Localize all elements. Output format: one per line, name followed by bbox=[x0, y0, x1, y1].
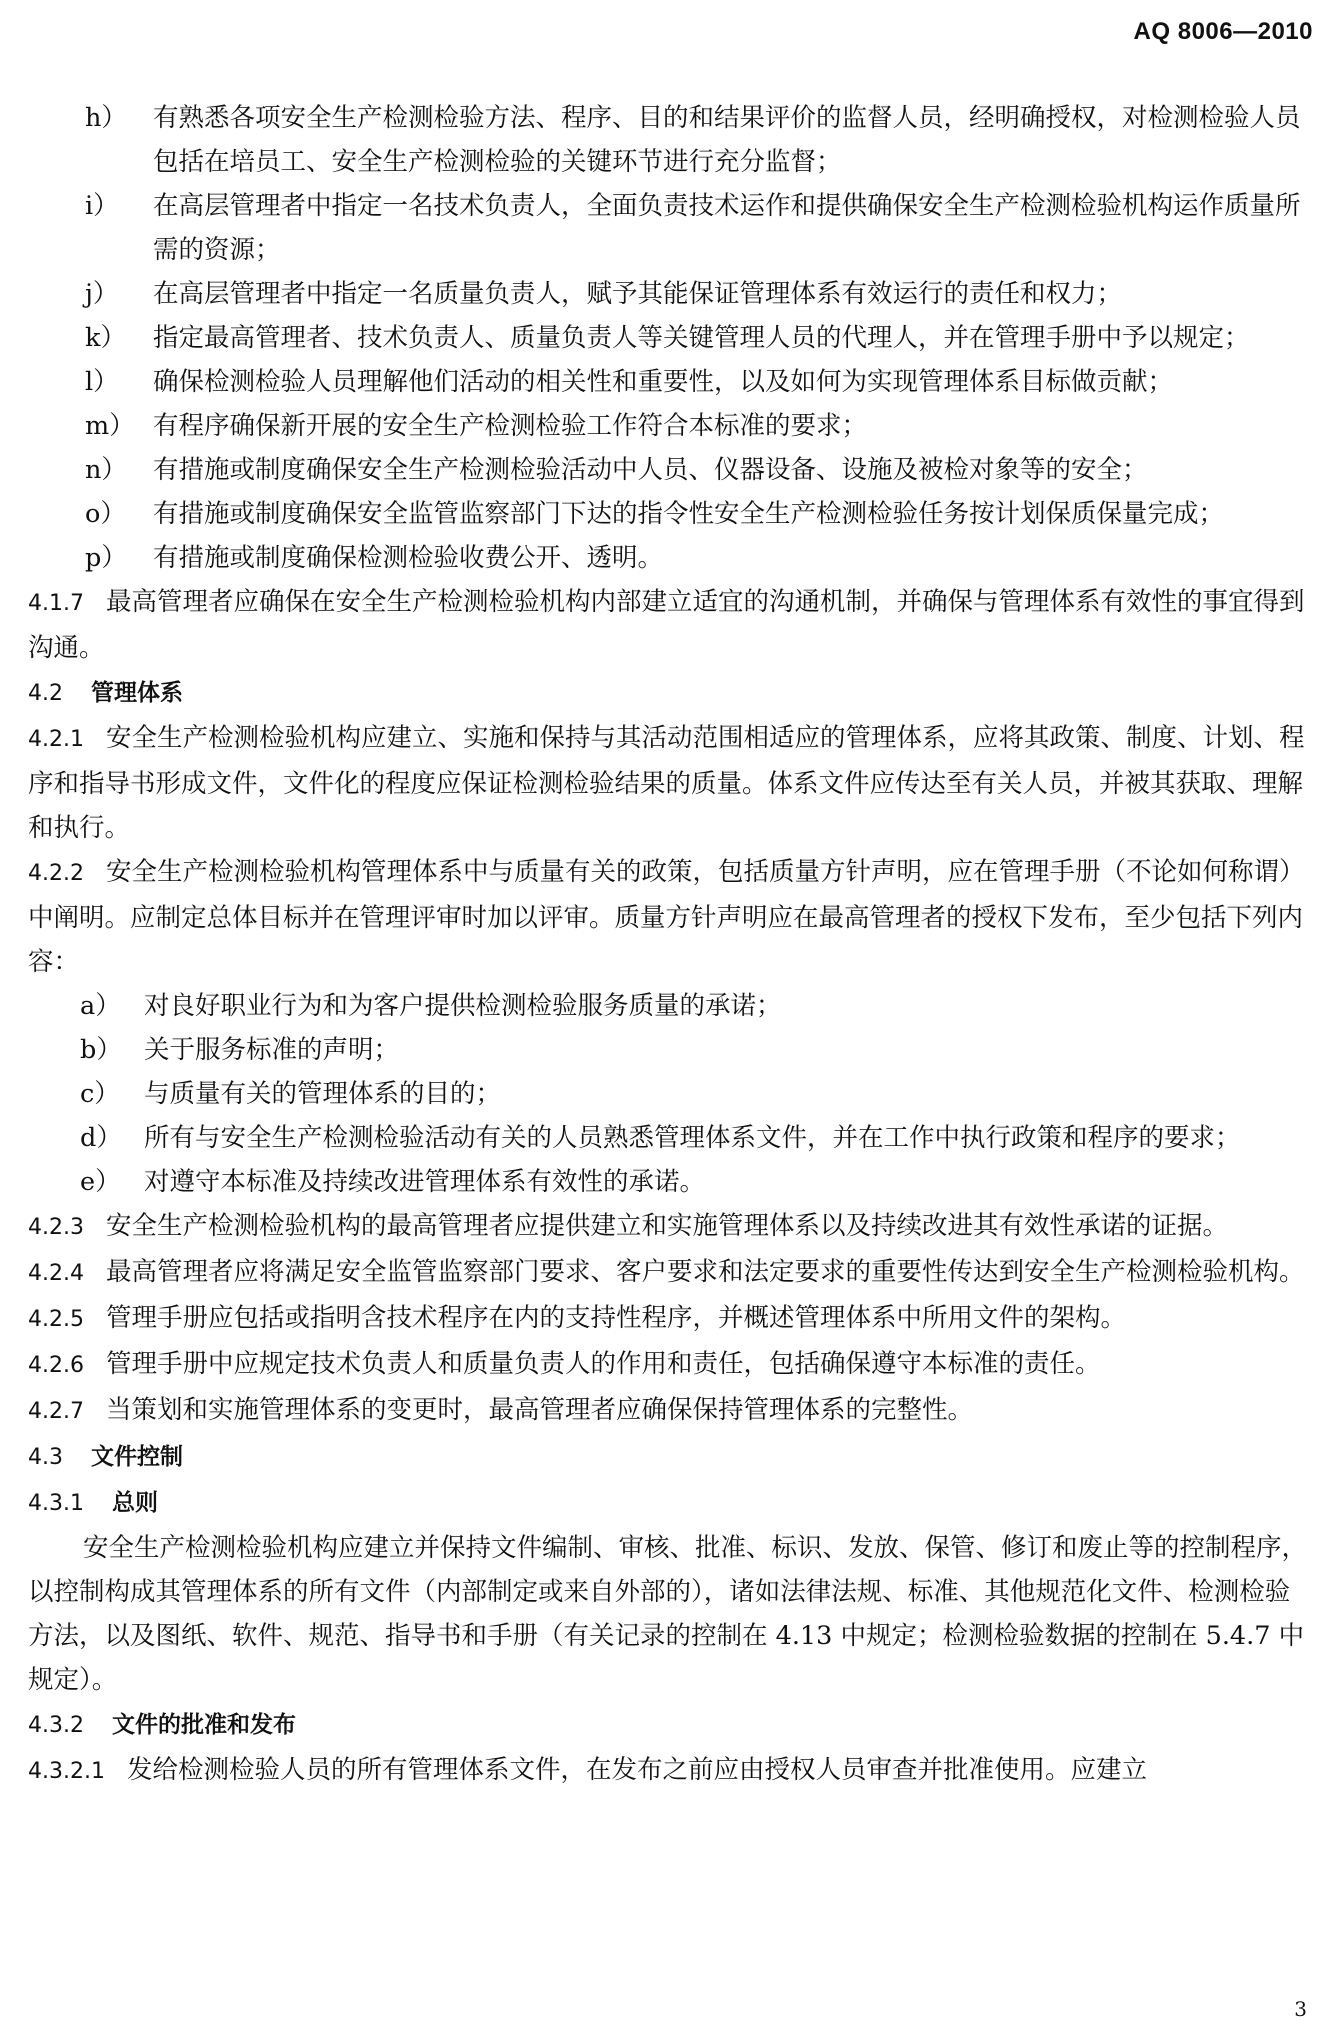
list-item bbox=[28, 448, 1312, 492]
list-item bbox=[28, 492, 1312, 536]
section-number: 4.2 bbox=[28, 681, 63, 706]
section-title: 管理体系 bbox=[91, 680, 183, 706]
clause-text: 最高管理者应确保在安全生产检测检验机构内部建立适宜的沟通机制，并确保与管理体系有效性的事宜得到沟通。 bbox=[28, 587, 1305, 663]
list-item bbox=[28, 536, 1312, 580]
list-item-text: 关于服务标准的声明； bbox=[144, 1035, 400, 1065]
section-heading-4-3 bbox=[28, 1434, 1312, 1480]
list-marker: i） bbox=[85, 191, 119, 221]
clause-number: 4.2.1 bbox=[28, 727, 84, 752]
list-item bbox=[28, 404, 1312, 448]
list-marker: b） bbox=[80, 1035, 122, 1065]
list-item-text: 在高层管理者中指定一名质量负责人，赋予其能保证管理体系有效运行的责任和权力； bbox=[153, 279, 1123, 309]
list-item-text: 有措施或制度确保安全生产检测检验活动中人员、仪器设备、设施及被检对象等的安全； bbox=[153, 455, 1148, 485]
list-item-text: 有熟悉各项安全生产检测检验方法、程序、目的和结果评价的监督人员，经明确授权，对检测检验人员包括在培员工、安全生产检测检验的关键环节进行充分监督； bbox=[153, 103, 1301, 177]
list-item-text: 在高层管理者中指定一名技术负责人，全面负责技术运作和提供确保安全生产检测检验机构运作质量所需的资源； bbox=[153, 191, 1301, 265]
list-marker: d） bbox=[80, 1123, 122, 1153]
section-heading-4-3-2 bbox=[28, 1702, 1312, 1748]
list-item bbox=[28, 96, 1312, 184]
list-marker: o） bbox=[85, 499, 126, 529]
list-item bbox=[28, 1072, 1312, 1116]
clause-text: 管理手册应包括或指明含技术程序在内的支持性程序，并概述管理体系中所用文件的架构。 bbox=[105, 1303, 1126, 1333]
list-item bbox=[28, 1116, 1312, 1160]
list-marker: l） bbox=[85, 367, 119, 397]
clause-4-2-1 bbox=[28, 716, 1312, 850]
list-marker: h） bbox=[85, 103, 127, 133]
list-item-text: 所有与安全生产检测检验活动有关的人员熟悉管理体系文件，并在工作中执行政策和程序的要求； bbox=[144, 1123, 1241, 1153]
clause-4-3-2-1 bbox=[28, 1748, 1312, 1794]
list-quality-policy bbox=[28, 984, 1312, 1204]
section-number: 4.3.2 bbox=[28, 1713, 84, 1738]
list-item-text: 有措施或制度确保安全监管监察部门下达的指令性安全生产检测检验任务按计划保质保量完成； bbox=[153, 499, 1225, 529]
list-item bbox=[28, 316, 1312, 360]
clause-number: 4.2.3 bbox=[28, 1215, 84, 1240]
section-title: 文件的批准和发布 bbox=[111, 1712, 296, 1738]
clause-number: 4.3.2.1 bbox=[28, 1759, 105, 1784]
section-title: 文件控制 bbox=[91, 1444, 183, 1470]
list-item-text: 与质量有关的管理体系的目的； bbox=[144, 1079, 502, 1109]
clause-4-2-6 bbox=[28, 1342, 1312, 1388]
clause-number: 4.1.7 bbox=[28, 591, 84, 616]
list-marker: j） bbox=[85, 279, 119, 309]
section-heading-4-3-1 bbox=[28, 1480, 1312, 1526]
list-item bbox=[28, 272, 1312, 316]
list-item-text: 有程序确保新开展的安全生产检测检验工作符合本标准的要求； bbox=[153, 411, 868, 441]
section-number: 4.3 bbox=[28, 1445, 63, 1470]
section-heading-4-2 bbox=[28, 670, 1312, 716]
clause-text: 当策划和实施管理体系的变更时，最高管理者应确保保持管理体系的完整性。 bbox=[105, 1395, 973, 1425]
section-number: 4.3.1 bbox=[28, 1491, 84, 1516]
list-item-text: 指定最高管理者、技术负责人、质量负责人等关键管理人员的代理人，并在管理手册中予以规定； bbox=[153, 323, 1250, 353]
list-marker: e） bbox=[80, 1167, 121, 1197]
clause-4-2-4 bbox=[28, 1250, 1312, 1296]
clause-text: 安全生产检测检验机构应建立、实施和保持与其活动范围相适应的管理体系，应将其政策、制度、计划、程序和指导书形成文件，文件化的程度应保证检测检验结果的质量。体系文件应传达至有关人员，并被其获取、理解和执行。 bbox=[28, 723, 1305, 843]
clause-text: 安全生产检测检验机构管理体系中与质量有关的政策，包括质量方针声明，应在管理手册（不论如何称谓）中阐明。应制定总体目标并在管理评审时加以评审。质量方针声明应在最高管理者的授权下发布，至少包括下列内容： bbox=[28, 857, 1305, 977]
clause-4-2-2 bbox=[28, 850, 1312, 984]
list-item bbox=[28, 1160, 1312, 1204]
clause-text: 管理手册中应规定技术负责人和质量负责人的作用和责任，包括确保遵守本标准的责任。 bbox=[105, 1349, 1101, 1379]
list-responsibilities bbox=[28, 96, 1312, 580]
list-marker: k） bbox=[85, 323, 126, 353]
clause-text: 安全生产检测检验机构的最高管理者应提供建立和实施管理体系以及持续改进其有效性承诺的证据。 bbox=[105, 1211, 1228, 1241]
list-item-text: 对遵守本标准及持续改进管理体系有效性的承诺。 bbox=[144, 1167, 706, 1197]
section-title: 总则 bbox=[111, 1490, 158, 1516]
clause-number: 4.2.2 bbox=[28, 861, 84, 886]
clause-number: 4.2.7 bbox=[28, 1399, 84, 1424]
clause-4-2-5 bbox=[28, 1296, 1312, 1342]
document-body bbox=[28, 96, 1312, 1794]
list-marker: p） bbox=[85, 543, 127, 573]
list-item bbox=[28, 1028, 1312, 1072]
list-marker: n） bbox=[85, 455, 127, 485]
list-item bbox=[28, 984, 1312, 1028]
list-item-text: 确保检测检验人员理解他们活动的相关性和重要性，以及如何为实现管理体系目标做贡献； bbox=[153, 367, 1174, 397]
list-item bbox=[28, 360, 1312, 404]
page-number: 3 bbox=[1294, 1997, 1307, 2021]
clause-4-2-3 bbox=[28, 1204, 1312, 1250]
clause-4-1-7 bbox=[28, 580, 1312, 670]
list-item-text: 对良好职业行为和为客户提供检测检验服务质量的承诺； bbox=[144, 991, 782, 1021]
list-marker: a） bbox=[80, 991, 121, 1021]
list-marker: m） bbox=[85, 411, 135, 441]
doc-number-header: AQ 8006—2010 bbox=[1133, 18, 1313, 45]
paragraph-4-3-1: 安全生产检测检验机构应建立并保持文件编制、审核、批准、标识、发放、保管、修订和废止等的控制程序，以控制构成其管理体系的所有文件（内部制定或来自外部的），诸如法律法规、标准、其他规范化文件、检测检验方法，以及图纸、软件、规范、指导书和手册（有关记录的控制在 4.13 中规定；检测检验数据的控制在 5.4.7 中规定）。 bbox=[28, 1533, 1308, 1695]
list-item-text: 有措施或制度确保检测检验收费公开、透明。 bbox=[153, 543, 664, 573]
clause-4-2-7 bbox=[28, 1388, 1312, 1434]
clause-text: 发给检测检验人员的所有管理体系文件，在发布之前应由授权人员审查并批准使用。应建立 bbox=[126, 1755, 1147, 1785]
list-marker: c） bbox=[80, 1079, 120, 1109]
clause-text: 最高管理者应将满足安全监管监察部门要求、客户要求和法定要求的重要性传达到安全生产检测检验机构。 bbox=[105, 1257, 1305, 1287]
clause-number: 4.2.4 bbox=[28, 1261, 84, 1286]
clause-number: 4.2.5 bbox=[28, 1307, 84, 1332]
clause-number: 4.2.6 bbox=[28, 1353, 84, 1378]
list-item bbox=[28, 184, 1312, 272]
